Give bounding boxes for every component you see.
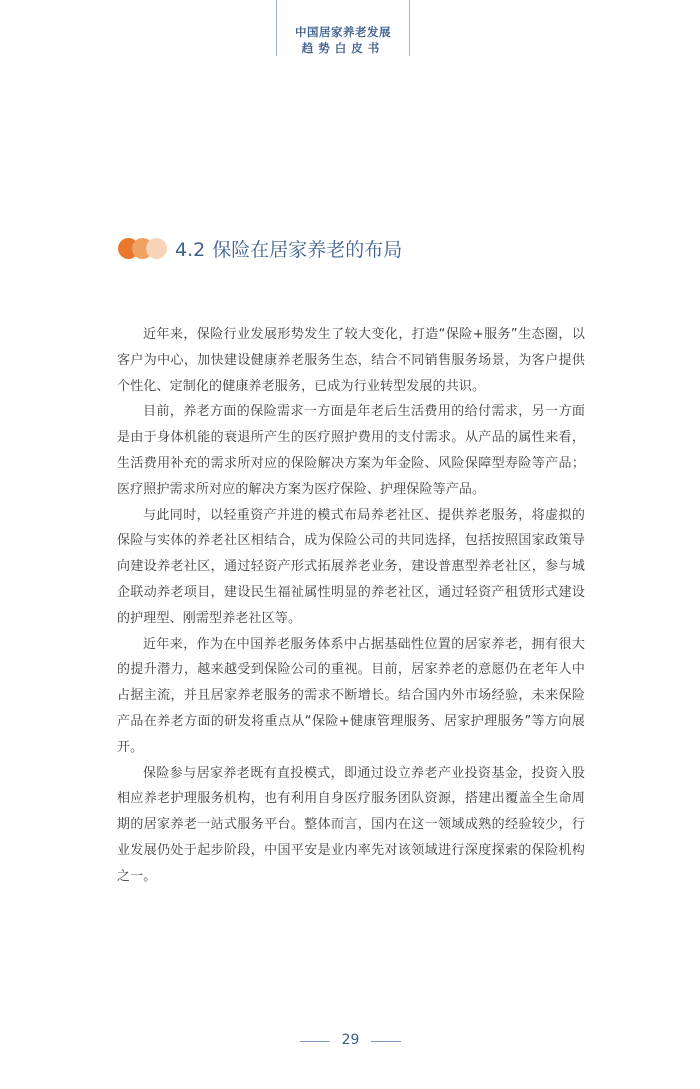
paragraph-5: 保险参与居家养老既有直投模式，即通过设立养老产业投资基金，投资入股相应养老护理服务机构，也有利用自身医疗服务团队资源，搭建出覆盖全生命周期的居家养老一站式服务平台。整体而言，国内在这一领域成熟的经验较少，行业发展仍处于起步阶段，中国平安是业内率先对该领域进行深度探索的保险机构之一。 xyxy=(117,765,585,884)
paragraph-2: 目前，养老方面的保险需求一方面是年老后生活费用的给付需求，另一方面是由于身体机能的衰退所产生的医疗照护费用的支付需求。从产品的属性来看，生活费用补充的需求所对应的保险解决方案为年金险、风险保障型寿险等产品；医疗照护需求所对应的解决方案为医疗保险、护理保险等产品。 xyxy=(117,404,585,497)
header-title-line2: 趋势白皮书 xyxy=(301,41,385,55)
paragraph-1: 近年来，保险行业发展形势发生了较大变化，打造“保险+服务”生态圈，以客户为中心，加快建设健康养老服务生态，结合不同销售服务场景，为客户提供个性化、定制化的健康养老服务，已成为行业转型发展的共识。 xyxy=(117,327,585,394)
body-text xyxy=(117,322,585,890)
footer-rule-left xyxy=(300,1041,330,1042)
paragraph-4: 近年来，作为在中国养老服务体系中占据基础性位置的居家养老，拥有很大的提升潜力，越来越受到保险公司的重视。目前，居家养老的意愿仍在老年人中占据主流，并且居家养老服务的需求不断增长。结合国内外市场经验，未来保险产品在养老方面的研发将重点从“保险+健康管理服务、居家护理服务”等方向展开。 xyxy=(117,636,585,755)
page-number: 29 xyxy=(341,1032,360,1048)
section-title xyxy=(175,235,402,262)
footer-rule-right xyxy=(371,1041,401,1042)
section-heading xyxy=(118,232,598,264)
header-title-line1: 中国居家养老发展 xyxy=(295,25,391,39)
dot-orange-light xyxy=(146,238,167,259)
page-footer xyxy=(0,1030,700,1054)
paragraph-3: 与此同时，以轻重资产并进的模式布局养老社区、提供养老服务，将虚拟的保险与实体的养老社区相结合，成为保险公司的共同选择，包括按照国家政策导向建设养老社区，通过轻资产形式拓展养老业务，建设普惠型养老社区，参与城企联动养老项目，建设民生福祉属性明显的养老社区，通过轻资产租赁形式建设的护理型、刚需型养老社区等。 xyxy=(117,507,585,626)
header-divider-right xyxy=(409,0,410,56)
section-title-text: 保险在居家养老的布局 xyxy=(212,239,403,261)
section-number: 4.2 xyxy=(175,239,206,261)
page-header xyxy=(0,0,700,60)
section-dots-icon xyxy=(118,238,170,260)
